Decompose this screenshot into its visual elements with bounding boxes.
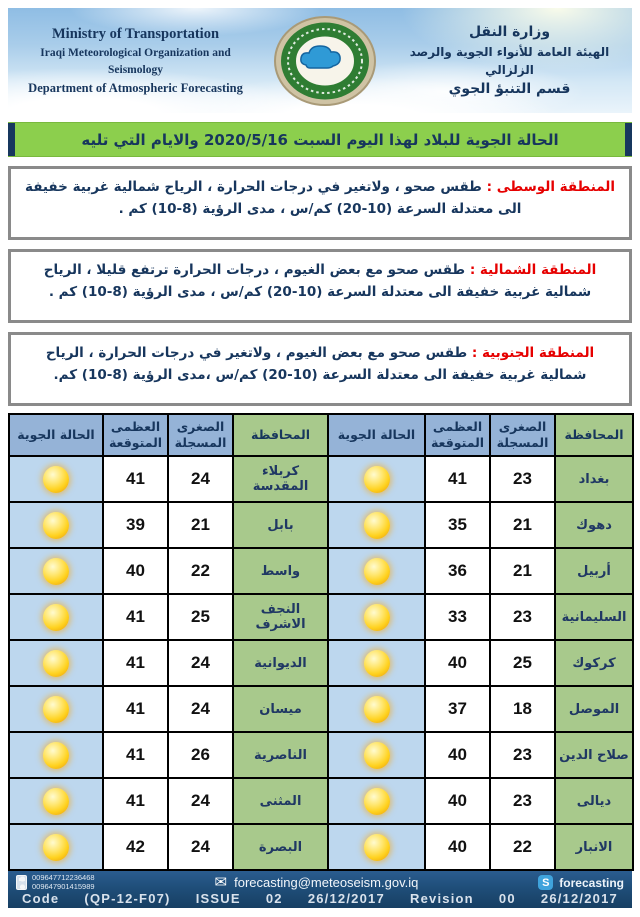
governorate-cell: ديالى (555, 778, 633, 824)
phone-number-1: 009647712236468 (32, 873, 95, 882)
max-temp-cell: 36 (425, 548, 490, 594)
min-temp-cell: 24 (168, 640, 233, 686)
governorate-cell: أربيل (555, 548, 633, 594)
organization-seal-logo-icon (273, 15, 377, 107)
condition-cell (9, 778, 103, 824)
governorate-cell: كربلاء المقدسة (233, 456, 328, 502)
bulletin-title: الحالة الجوية للبلاد لهذا اليوم السبت 2020/5/16 والايام التي تليه (81, 130, 559, 149)
bulletin-title-bar (8, 122, 632, 157)
governorate-cell: بغداد (555, 456, 633, 502)
table-row (9, 594, 633, 640)
skype-contact[interactable] (538, 875, 624, 890)
condition-cell (9, 824, 103, 870)
condition-cell (328, 594, 425, 640)
col-header-condition: الحالة الجوية (9, 414, 103, 456)
min-temp-cell: 26 (168, 732, 233, 778)
min-temp-cell: 21 (490, 502, 555, 548)
phone-numbers (32, 874, 95, 891)
revision-number: 00 (498, 891, 516, 907)
header-english-titles (18, 24, 253, 96)
max-temp-cell: 41 (103, 732, 168, 778)
min-temp-cell: 23 (490, 778, 555, 824)
col-header-condition: الحالة الجوية (328, 414, 425, 456)
region-label-central: المنطقة الوسطى : (486, 179, 615, 195)
sun-icon (364, 650, 390, 677)
governorate-cell: واسط (233, 548, 328, 594)
max-temp-cell: 33 (425, 594, 490, 640)
skype-name: forecasting (559, 875, 624, 890)
governorate-cell: ميسان (233, 686, 328, 732)
governorate-cell: الانبار (555, 824, 633, 870)
condition-cell (9, 502, 103, 548)
condition-cell (9, 548, 103, 594)
condition-cell (9, 594, 103, 640)
condition-cell (9, 686, 103, 732)
max-temp-cell: 41 (103, 778, 168, 824)
condition-cell (328, 686, 425, 732)
forecast-southern-region (8, 332, 632, 406)
governorate-cell: الديوانية (233, 640, 328, 686)
skype-icon: S (538, 875, 553, 890)
department-title-ar: قسم التنبؤ الجوي (448, 80, 571, 97)
condition-cell (328, 502, 425, 548)
sun-icon (364, 742, 390, 769)
min-temp-cell: 21 (490, 548, 555, 594)
col-header-max-expected: العظمى المتوقعة (103, 414, 168, 456)
forecast-northern-region (8, 249, 632, 323)
condition-cell (9, 640, 103, 686)
governorate-cell: المثنى (233, 778, 328, 824)
mobile-phone-icon (16, 875, 27, 890)
phone-contact (16, 874, 95, 891)
region-label-southern: المنطقة الجنوبية : (471, 345, 595, 361)
table-row (9, 502, 633, 548)
phone-number-2: 009647901415989 (32, 881, 95, 891)
table-row (9, 686, 633, 732)
col-header-min-recorded: الصغرى المسجلة (490, 414, 555, 456)
sun-icon (43, 696, 69, 723)
min-temp-cell: 23 (490, 594, 555, 640)
code-value: (QP-12-F07) (84, 891, 171, 907)
condition-cell (9, 732, 103, 778)
max-temp-cell: 40 (425, 824, 490, 870)
min-temp-cell: 21 (168, 502, 233, 548)
region-text-southern: طقس صحو مع بعض الغيوم ، ولاتغير في درجات الحرارة ، الرياح شمالية غربية خفيفة الى معتدلة السرعة (10-20) كم/س ،مدى الرؤية (8-10) كم. (45, 345, 587, 384)
max-temp-cell: 42 (103, 824, 168, 870)
footer-contact-row (16, 874, 624, 891)
governorate-cell: الناصرية (233, 732, 328, 778)
sun-icon (43, 788, 69, 815)
email-contact[interactable] (215, 875, 419, 890)
issue-date: 26/12/2017 (307, 891, 385, 907)
sun-icon (43, 742, 69, 769)
sun-icon (43, 558, 69, 585)
condition-cell (328, 778, 425, 824)
col-header-max-expected: العظمى المتوقعة (425, 414, 490, 456)
max-temp-cell: 41 (103, 456, 168, 502)
sun-icon (364, 512, 390, 539)
condition-cell (328, 732, 425, 778)
max-temp-cell: 40 (425, 732, 490, 778)
table-row (9, 732, 633, 778)
max-temp-cell: 40 (103, 548, 168, 594)
region-text-central: طقس صحو ، ولاتغير في درجات الحرارة ، الرياح شمالية غربية خفيفة الى معتدلة السرعة (10-20) كم/س ، مدى الرؤية (8-10) كم . (25, 179, 522, 218)
condition-cell (9, 456, 103, 502)
issue-number: 02 (265, 891, 283, 907)
col-header-governorate: المحافظة (555, 414, 633, 456)
sun-icon (43, 650, 69, 677)
table-row (9, 456, 633, 502)
governorate-cell: البصرة (233, 824, 328, 870)
sun-icon (364, 604, 390, 631)
governorate-cell: بابل (233, 502, 328, 548)
min-temp-cell: 23 (490, 732, 555, 778)
governorate-cell: كركوك (555, 640, 633, 686)
title-bar-right-cap (625, 123, 632, 156)
governorate-cell: صلاح الدين (555, 732, 633, 778)
governorate-cell: الموصل (555, 686, 633, 732)
issue-label: ISSUE (195, 891, 241, 907)
max-temp-cell: 39 (103, 502, 168, 548)
table-row (9, 778, 633, 824)
revision-label: Revision (410, 891, 474, 907)
condition-cell (328, 824, 425, 870)
envelope-icon: ✉ (214, 874, 228, 892)
sun-icon (43, 512, 69, 539)
min-temp-cell: 18 (490, 686, 555, 732)
revision-date: 26/12/2017 (540, 891, 618, 907)
sun-icon (364, 466, 390, 493)
contact-footer (8, 871, 632, 908)
min-temp-cell: 22 (168, 548, 233, 594)
header-banner (8, 8, 632, 113)
min-temp-cell: 24 (168, 456, 233, 502)
max-temp-cell: 40 (425, 640, 490, 686)
max-temp-cell: 35 (425, 502, 490, 548)
min-temp-cell: 24 (168, 778, 233, 824)
region-text-northern: طقس صحو مع بعض الغيوم ، درجات الحرارة ترتفع قليلا ، الرياح شمالية غربية خفيفة الى معتدلة السرعة (10-20) كم/س ، مدى الرؤية (8-10) كم . (43, 262, 592, 301)
governorate-cell: النجف الاشرف (233, 594, 328, 640)
region-label-northern: المنطقة الشمالية : (469, 262, 597, 278)
ministry-title-en: Ministry of Transportation (51, 26, 220, 43)
max-temp-cell: 41 (103, 640, 168, 686)
sun-icon (43, 466, 69, 493)
code-label: Code (22, 891, 60, 907)
title-bar-left-cap (8, 123, 15, 156)
max-temp-cell: 37 (425, 686, 490, 732)
sun-icon (43, 604, 69, 631)
ministry-title-ar: وزارة النقل (468, 23, 551, 40)
department-title-en: Department of Atmospheric Forecasting (28, 80, 243, 95)
governorate-cell: السليمانية (555, 594, 633, 640)
min-temp-cell: 25 (168, 594, 233, 640)
governorates-weather-table (8, 413, 634, 871)
max-temp-cell: 41 (425, 456, 490, 502)
document-code-row (16, 891, 624, 906)
min-temp-cell: 25 (490, 640, 555, 686)
min-temp-cell: 24 (168, 686, 233, 732)
sun-icon (364, 696, 390, 723)
max-temp-cell: 40 (425, 778, 490, 824)
condition-cell (328, 548, 425, 594)
sun-icon (364, 558, 390, 585)
organization-title-ar: الهيئة العامة للأنواء الجوية والرصد الزلزالي (409, 44, 610, 77)
table-row (9, 548, 633, 594)
table-header-row (9, 414, 633, 456)
max-temp-cell: 41 (103, 594, 168, 640)
governorate-cell: دهوك (555, 502, 633, 548)
max-temp-cell: 41 (103, 686, 168, 732)
email-address[interactable]: forecasting@meteoseism.gov.iq (234, 875, 419, 891)
col-header-min-recorded: الصغرى المسجلة (168, 414, 233, 456)
table-row (9, 824, 633, 870)
col-header-governorate: المحافظة (233, 414, 328, 456)
min-temp-cell: 23 (490, 456, 555, 502)
table-row (9, 640, 633, 686)
sun-icon (364, 788, 390, 815)
header-arabic-titles (397, 22, 622, 100)
condition-cell (328, 456, 425, 502)
forecast-central-region (8, 166, 632, 240)
sun-icon (43, 834, 69, 861)
organization-title-en: Iraqi Meteorological Organization and Seismology (40, 47, 231, 76)
sun-icon (364, 834, 390, 861)
min-temp-cell: 22 (490, 824, 555, 870)
min-temp-cell: 24 (168, 824, 233, 870)
condition-cell (328, 640, 425, 686)
